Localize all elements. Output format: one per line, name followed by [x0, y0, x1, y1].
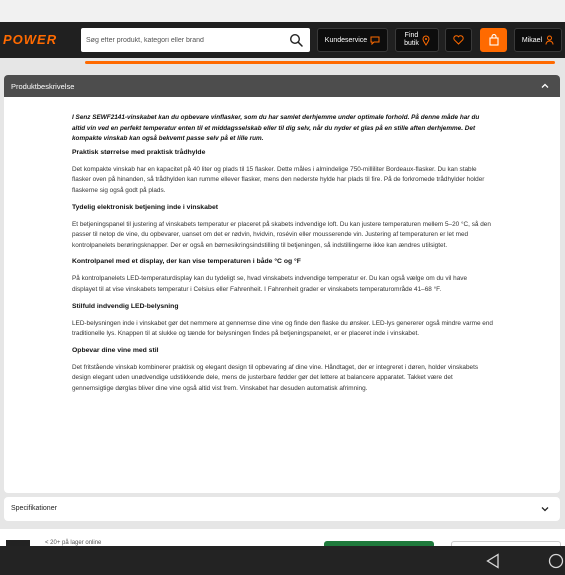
specifications-accordion[interactable] [4, 497, 560, 521]
site-header [0, 22, 565, 58]
section-text: Et betjeningspanel til justering af vinskabets temperatur er placeret på skabets indvendige loft. Du kan justere temperaturen mellem 5–20 °C, så den passer til netop de vine, du opbevarer, uanset om det er rødvin, hvidvin, rosévin eller mousserende vin. Justering af temperaturen er let med kontrolpanelets berøringsknapper. Der er også en børnesikringsindstilling til betjeningen, så indstillingerne ikke kan ændres utilsigtet. [72, 220, 491, 249]
product-intro: I Senz SEWF2141-vinskabet kan du opbevare vinflasker, som du har samlet derhjemme under optimale forhold. På denne måde har du altid vin ved en perfekt temperatur enten til et middagsselskab eller til dig selv, når du nyder et glas på en stille aften derhjemme. Det kompakte vinskab kan også bekvemt passe selv på et lille rum. [72, 114, 480, 143]
specifications-title: Specifikationer [11, 505, 57, 512]
section-text: Det fritstående vinskab kombinerer praktisk og elegant design til opbevaring af dine vine. Håndtaget, der er integreret i døren, holder vinskabets design elegant uden unødvendige udstikkende dele, mens de justerbare fødder gør det lettere at balancere apparatet. Takket være det gennemsigtige dørglas bliver dine vine også altid vist frem. Vinskabet har desuden automatisk afrimning. [72, 363, 479, 392]
find-store-label-line1: Find [404, 32, 419, 39]
product-description-content [72, 113, 494, 401]
section-heading: Stilfuld indvendig LED-belysning [72, 302, 179, 310]
status-bar [0, 0, 565, 22]
user-icon [545, 35, 554, 45]
find-store-button[interactable] [395, 28, 439, 52]
search-icon[interactable] [289, 33, 303, 47]
section-text: På kontrolpanelets LED-temperaturdisplay kan du tydeligt se, hvad vinskabets indvendige temperatur er. Du kan også vælge om du vil have displayet til at vise vinskabets temperatur i Celsius eller Fahrenheit. I Fahrenheit grader er vinskabets temperaturområde 41–68 °F. [72, 275, 468, 293]
user-account-button[interactable] [514, 28, 562, 52]
product-description-header[interactable] [4, 75, 560, 97]
section-text: LED-belysningen inde i vinskabet gør det nemmere at gennemse dine vine og finde den flaske du ønsker. LED-lys genererer også mindre varme end traditionelle lys. Knappen til at slukke og tænde for belysningen findes på betjeningspanelet, er er placeret inde i vinskabet. [72, 319, 493, 338]
location-pin-icon [422, 35, 430, 46]
search-input[interactable] [86, 31, 281, 49]
search-box[interactable] [81, 28, 310, 52]
heart-icon [453, 35, 464, 45]
power-logo[interactable]: POWER [3, 32, 58, 47]
section-heading: Kontrolpanel med et display, der kan vise temperaturen i både °C og °F [72, 258, 301, 266]
section-heading: Tydelig elektronisk betjening inde i vinskabet [72, 203, 219, 211]
stock-status: < 20+ på lager online [45, 540, 102, 546]
home-circle-icon[interactable] [548, 553, 564, 569]
product-description-accordion [4, 75, 560, 493]
customer-service-label: Kundeservice [324, 36, 368, 44]
wishlist-button[interactable] [445, 28, 472, 52]
back-triangle-icon[interactable] [486, 553, 500, 569]
system-navigation-bar [0, 546, 565, 575]
shopping-bag-icon [489, 34, 499, 46]
section-heading: Praktisk størrelse med praktisk trådhylde [72, 148, 206, 156]
cart-button[interactable] [480, 28, 507, 52]
section-text: Det kompakte vinskab har en kapacitet på 40 liter og plads til 15 flasker. Dette måles i almindelige 750-milliliter Bordeaux-flasker. Du kan stable flasker oven på hinanden, så trådhylden kan rumme ellever flasker, mens den nederste hylde har plads til fire. På de forkromede trådhylder holder flaskerne sig også godt på plads. [72, 165, 485, 194]
accent-divider [85, 61, 555, 64]
user-name: Mikael [521, 36, 543, 44]
product-description-title: Produktbeskrivelse [11, 82, 75, 91]
customer-service-button[interactable] [317, 28, 388, 52]
find-store-label-line2: butik [404, 40, 419, 47]
chat-bubble-icon [370, 36, 380, 45]
chevron-up-icon[interactable] [541, 82, 549, 90]
section-heading: Opbevar dine vine med stil [72, 346, 159, 354]
sticky-purchase-bar [0, 529, 565, 546]
chevron-down-icon[interactable] [541, 505, 549, 513]
